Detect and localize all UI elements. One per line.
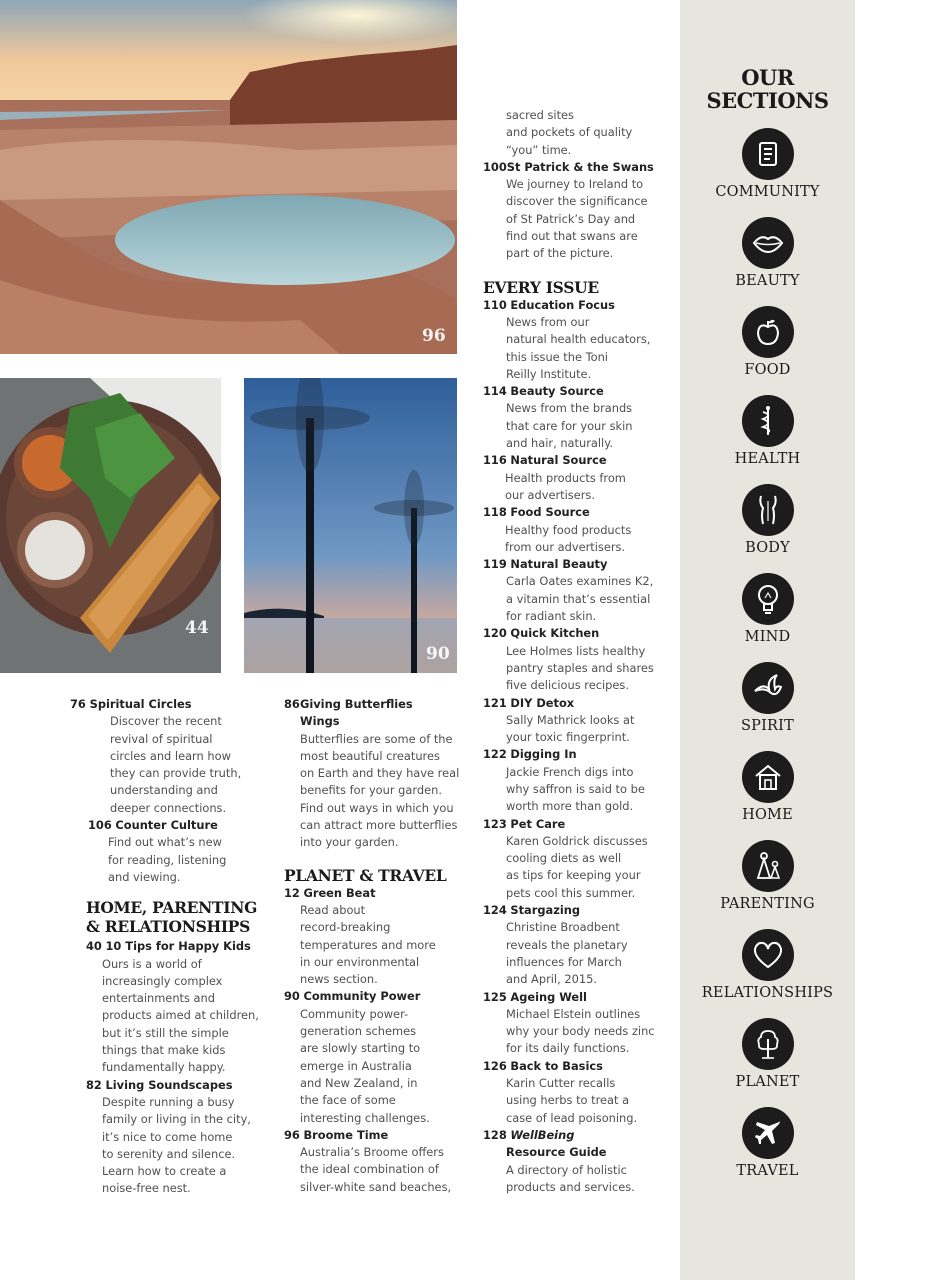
parent-child-icon — [742, 840, 794, 892]
toc-entry — [483, 989, 673, 1006]
toc-entry: 76 Spiritual Circles — [70, 697, 192, 711]
entry-title: DIY Detox — [510, 695, 575, 710]
entry-page-number: 119 — [483, 557, 507, 572]
section-label: HEALTH — [734, 451, 801, 467]
food-photo — [0, 378, 221, 673]
entry-description: sacred sites and pockets of quality “you” time. — [506, 108, 633, 157]
entry-title: Giving Butterflies Wings — [300, 697, 413, 729]
entry-page-number: 12 — [284, 885, 300, 900]
toc-entry — [483, 625, 673, 642]
section-label: PARENTING — [720, 896, 815, 912]
entry-page-number: 40 — [86, 939, 102, 954]
entry-page-number: 114 — [483, 384, 507, 399]
entry-description: Christine Broadbent reveals the planetary influences for March and April, 2015. — [506, 920, 628, 987]
toc-entry — [88, 817, 271, 834]
section-label: BEAUTY — [735, 273, 800, 289]
entry-description: Read about record-breaking temperatures and more in our environmental news section. — [300, 902, 436, 987]
entry-description: Jackie French digs into why saffron is said to be worth more than gold. — [506, 764, 645, 814]
toc-entry — [483, 1058, 673, 1075]
toc-entry — [483, 695, 673, 712]
entry-page-number: 125 — [483, 989, 507, 1004]
section-beauty[interactable] — [680, 217, 855, 289]
entry-page-number: 110 — [483, 297, 507, 312]
entry-description: News from the brands that care for your skin and hair, naturally. — [506, 401, 633, 451]
entry-page-number: 121 — [483, 695, 507, 710]
toc-entry — [483, 746, 673, 763]
entry-title: Quick Kitchen — [510, 626, 600, 641]
section-heading-every-issue: EVERY ISSUE — [483, 277, 599, 297]
entry-title: Ageing Well — [510, 989, 587, 1004]
entry-page-number: 90 — [284, 989, 300, 1004]
entry-title: Natural Source — [510, 453, 607, 468]
entry-title: Counter Culture — [115, 818, 218, 833]
entry-title: Community Power — [303, 989, 421, 1004]
section-label: TRAVEL — [736, 1163, 799, 1179]
toc-entry — [86, 1077, 271, 1094]
entry-title: Back to Basics — [510, 1058, 603, 1073]
entry-title: St Patrick & the Swans — [506, 159, 654, 174]
entry-page-number: 122 — [483, 747, 507, 762]
entry-page-number: 128 — [483, 1127, 507, 1142]
entry-description: Healthy food products from our advertisers. — [505, 522, 632, 554]
entry-page-number: 126 — [483, 1058, 507, 1073]
heart-icon — [742, 929, 794, 981]
section-planet[interactable] — [680, 1018, 855, 1090]
toc-entry — [483, 504, 673, 521]
entry-description: Ours is a world of increasingly complex entertainments and products aimed at children, but it’s still the simple things that make kids fundamentally happy. — [102, 956, 259, 1075]
entry-description: News from our natural health educators, this issue the Toni Reilly Institute. — [506, 314, 651, 381]
toc-entry — [284, 988, 469, 1005]
toc-entry — [483, 159, 673, 176]
section-spirit[interactable] — [680, 662, 855, 734]
entry-page-number: 82 — [86, 1077, 102, 1092]
section-relationships[interactable] — [680, 929, 855, 1001]
page-number: 90 — [426, 644, 450, 664]
document-icon — [742, 128, 794, 180]
entry-title: Natural Beauty — [510, 557, 608, 572]
dove-icon — [742, 662, 794, 714]
entry-page-number: 86 — [284, 697, 300, 711]
toc-entry — [483, 1127, 673, 1144]
entry-description: Carla Oates examines K2, a vitamin that’s essential for radiant skin. — [506, 574, 654, 624]
toc-entry — [284, 696, 469, 731]
section-community[interactable] — [680, 128, 855, 200]
sections-sidebar — [680, 0, 855, 1280]
section-home[interactable] — [680, 751, 855, 823]
apple-icon — [742, 306, 794, 358]
entry-title: Pet Care — [510, 816, 566, 831]
entry-description: Australia’s Broome offers the ideal combination of silver-white sand beaches, — [300, 1145, 452, 1194]
toc-entry — [483, 556, 673, 573]
section-label: COMMUNITY — [715, 184, 820, 200]
torso-icon — [742, 484, 794, 536]
entry-title: Broome Time — [303, 1127, 389, 1142]
entry-page-number: 124 — [483, 903, 507, 918]
entry-description: Butterflies are some of the most beautiful creatures on Earth and they have real benefits for your garden. Find out ways in which you can attract more butterflies into your garden. — [300, 731, 460, 850]
section-label: RELATIONSHIPS — [701, 985, 834, 1001]
entry-description: Community power- generation schemes are slowly starting to emerge in Australia and New Zealand, in the face of some interesting challenges. — [300, 1006, 430, 1125]
entry-title: Resource Guide — [506, 1145, 607, 1160]
section-travel[interactable] — [680, 1107, 855, 1179]
entry-page-number: 100 — [483, 159, 507, 174]
entry-title: Digging In — [510, 747, 577, 762]
entry-title: Green Beat — [303, 885, 376, 900]
toc-column-1 — [70, 696, 271, 1198]
rock-pool-photo — [0, 0, 457, 354]
toc-entry — [284, 885, 469, 902]
section-label: HOME — [742, 807, 793, 823]
section-body[interactable] — [680, 484, 855, 556]
toc-entry — [86, 938, 271, 955]
page-number: 44 — [185, 618, 209, 638]
entry-page-number: 106 — [88, 818, 112, 833]
entry-title: Food Source — [510, 505, 590, 520]
entry-page-number: 123 — [483, 816, 507, 831]
entry-description: Lee Holmes lists healthy pantry staples and shares five delicious recipes. — [506, 643, 654, 693]
section-mind[interactable] — [680, 573, 855, 645]
section-health[interactable] — [680, 395, 855, 467]
section-heading-planet-travel: PLANET & TRAVEL — [284, 865, 447, 885]
airplane-icon — [742, 1107, 794, 1159]
entry-description: Sally Mathrick looks at your toxic fingerprint. — [506, 712, 635, 745]
section-heading-home-parenting: HOME, PARENTING & RELATIONSHIPS — [86, 898, 258, 937]
entry-description: Despite running a busy family or living in the city, it’s nice to come home to serenity and silence. Learn how to create a noise-free nest. — [102, 1094, 251, 1196]
section-parenting[interactable] — [680, 840, 855, 912]
entry-page-number: 116 — [483, 453, 507, 468]
tree-icon — [742, 1018, 794, 1070]
entry-description: Karen Goldrick discusses cooling diets as well as tips for keeping your pets cool this summer. — [506, 833, 648, 900]
section-label: FOOD — [744, 362, 791, 378]
section-label: BODY — [745, 540, 790, 556]
entry-page-number: 96 — [284, 1127, 300, 1142]
entry-title: 10 Tips for Happy Kids — [105, 939, 251, 954]
entry-description: A directory of holistic products and services. — [506, 1162, 635, 1194]
entry-title: Education Focus — [510, 297, 615, 312]
caduceus-icon — [742, 395, 794, 447]
entry-title-italic: WellBeing — [510, 1127, 575, 1142]
toc-entry — [483, 902, 673, 919]
entry-page-number: 120 — [483, 626, 507, 641]
entry-description: Karin Cutter recalls using herbs to treat a case of lead poisoning. — [506, 1076, 638, 1125]
entry-description: We journey to Ireland to discover the significance of St Patrick’s Day and find out that swans are part of the picture. — [506, 177, 648, 261]
entry-page-number: 118 — [483, 505, 507, 520]
section-label: PLANET — [735, 1074, 800, 1090]
page-number: 96 — [422, 326, 446, 346]
house-icon — [742, 751, 794, 803]
wind-turbines-photo — [244, 378, 457, 673]
entry-title: Stargazing — [510, 903, 580, 918]
entry-title: Living Soundscapes — [105, 1077, 233, 1092]
lips-icon — [742, 217, 794, 269]
entry-title: Spiritual Circles — [89, 697, 192, 711]
section-food[interactable] — [680, 306, 855, 378]
entry-description: Discover the recent revival of spiritual circles and learn how they can provide truth, understanding and deeper connections. — [110, 714, 242, 815]
sidebar-title: OUR SECTIONS — [706, 65, 829, 113]
entry-description: Find out what’s new for reading, listening and viewing. — [108, 835, 227, 884]
toc-entry — [284, 1127, 469, 1144]
entry-description: Michael Elstein outlines why your body needs zinc for its daily functions. — [506, 1006, 655, 1056]
toc-column-3 — [483, 107, 673, 1196]
toc-column-2 — [284, 696, 469, 1196]
toc-entry — [483, 297, 673, 314]
entry-description: Health products from our advertisers. — [505, 470, 626, 502]
toc-entry — [483, 816, 673, 833]
section-label: SPIRIT — [741, 718, 794, 734]
section-label: MIND — [744, 629, 791, 645]
toc-entry — [483, 383, 673, 400]
entry-title: Beauty Source — [510, 384, 604, 399]
toc-entry — [483, 452, 673, 469]
lightbulb-icon — [742, 573, 794, 625]
